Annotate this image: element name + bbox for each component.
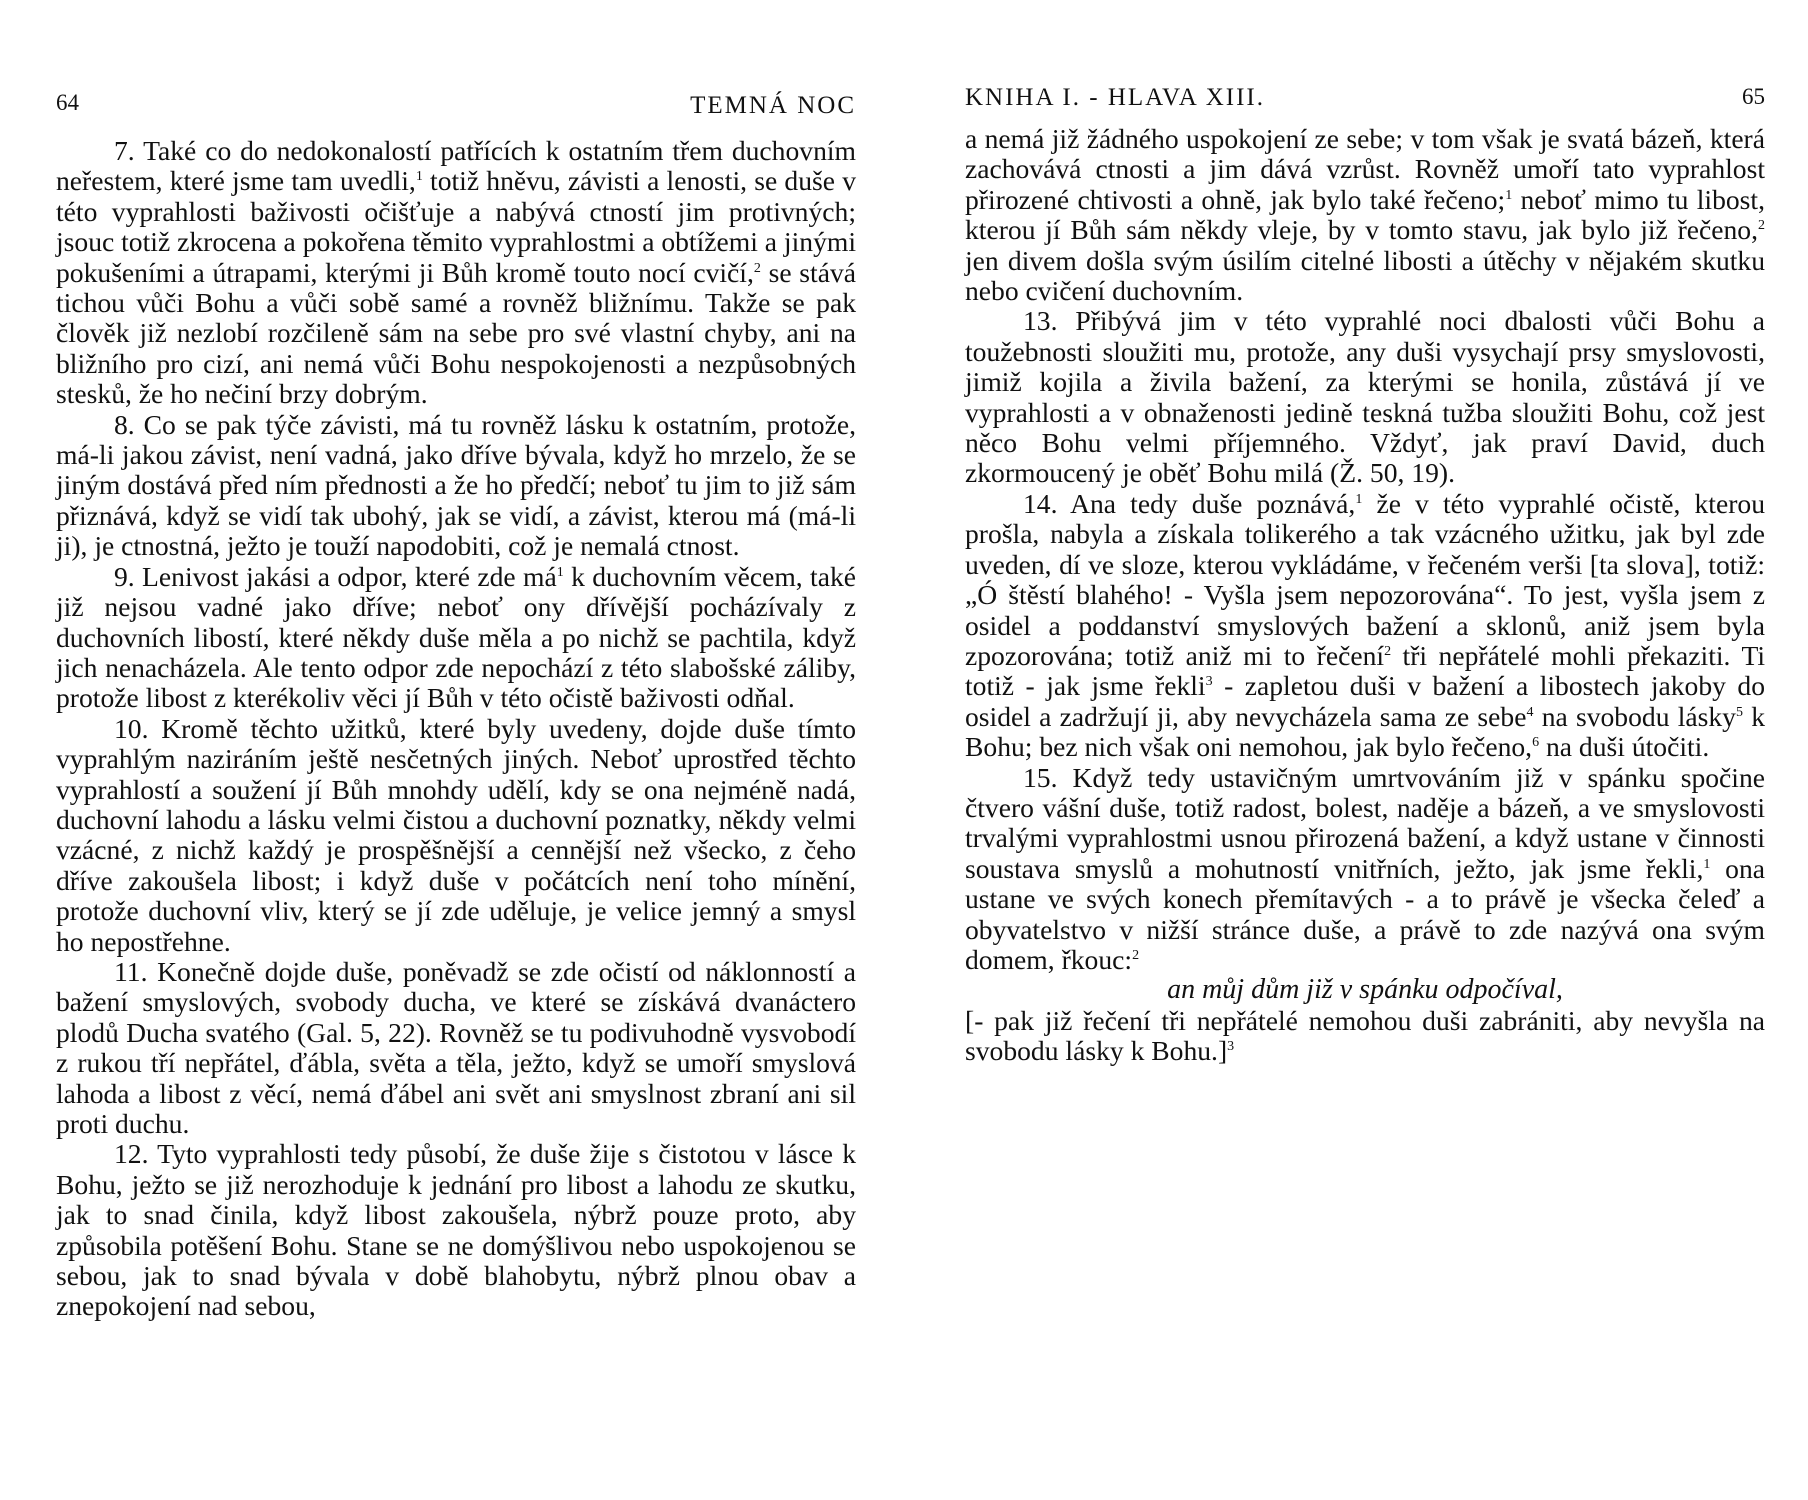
- paragraph-12-continued: a nemá již žádného uspokojení ze sebe; v tom však je svatá bázeň, která zachovává ctnosti a jim dává vzrůst. Rovněž umoří tato vyprahlost přirozené chtivosti a ohně, jak bylo také řečeno;$^1$ neboť mimo tu libost, kterou jí Bůh sám někdy vleje, by v tomto stavu, jak bylo již řečeno,$^2$ jen divem došla svým úsilím citelné libosti a útěchy v nějakém skutku nebo cvičení duchovním.: [965, 123, 1765, 307]
- paragraph-14: 14. Ana tedy duše poznává,$^1$ že v této vyprahlé očistě, kterou prošla, nabyla a získala tolikerého a tak vzácného užitku, jak byl zde uveden, dí ve sloze, kterou vykládáme, v řečeném verši [ta slova], totiž: „Ó štěstí blahého! - Vyšla jsem nepozorována“. To jest, vyšla jsem z osidel a poddanství smyslových bažení a sklonů, aniž jsem byla zpozorována; totiž aniž mi to řečení$^2$ tři nepřátelé mohli překaziti. Ti totiž - jak jsme řekli$^3$ - zapletou duši v bažení a libostech jakoby do osidel a zadržují ji, aby nevycházela sama ze sebe$^4$ na svobodu lásky$^5$ k Bohu; bez nich však oni nemohou, jak bylo řečeno,$^6$ na duši útočiti.: [965, 487, 1766, 763]
- paragraph-11: 11. Konečně dojde duše, poněvadž se zde očistí od náklonností a bažení smyslových, svobody ducha, ve které se získává dvanáctero plodů Ducha svatého (Gal. 5, 22). Rovněž se tu podivuhodně vysvobodí z rukou tří nepřátel, ďábla, světa a těla, ježto, když se umoří smyslová lahoda a libost z věcí, nemá ďábel ani svět ani smyslnost zbraní ani sil proti duchu.: [56, 955, 856, 1139]
- footnote-ref: 6: [1532, 734, 1540, 750]
- page-number-left: 64: [56, 90, 79, 115]
- paragraph-12: 12. Tyto vyprahlosti tedy působí, že duše žije s čistotou v lásce k Bohu, ježto se již nerozhoduje k jednání pro libost a lahodu ze skutku, jak to snad činila, když libost zakoušela, nýbrž pouze proto, aby způsobila potěšení Bohu. Stane se ne domýšlivou nebo uspokojenou se sebou, jak to snad bývala v době blahobytu, nýbrž plnou obav a znepokojení nad sebou,: [56, 1138, 856, 1322]
- paragraph-7: 7. Také co do nedokonalostí patřících k ostatním třem duchovním neřestem, které jsme tam uvedli,$^1$ totiž hněvu, závisti a lenosti, se duše v této vyprahlosti baživosti očišťuje a nabývá ctností jim protivných; jsouc totiž zkrocena a pokořena těmito vyprahlostmi a obtížemi a jinými pokušeními a útrapami, kterými ji Bůh kromě touto nocí cvičí,$^2$ se stává tichou vůči Bohu a vůči sobě samé a rovněž bližnímu. Takže se pak člověk již nezlobí rozčileně sám na sebe pro své vlastní chyby, ani na bližního pro cizí, ani nemá vůči Bohu nespokojenosti a nezpůsobných stesků, že ho nečiní brzy dobrým.: [56, 135, 856, 410]
- right-page: [965, 84, 1766, 1067]
- footnote-ref: 1: [1703, 856, 1711, 872]
- right-running-head: [965, 84, 1765, 124]
- paragraph-8: 8. Co se pak týče závisti, má tu rovněž lásku k ostatním, protože, má-li jakou závist, není vadná, jako dříve bývala, když ho mrzelo, že se jiným dostává před ním přednosti a že ho předčí; neboť tu jim to již sám přiznává, když se vidí tak ubohý, jak se vidí, a závist, kterou má (má-li ji), je ctnostná, ježto je touží napodobiti, což je nemalá ctnost.: [56, 408, 856, 562]
- footnote-ref: 3: [1227, 1039, 1235, 1054]
- footnote-ref: 1: [1505, 187, 1513, 203]
- paragraph-13: 13. Přibývá jim v této vyprahlé noci dbalosti vůči Bohu a toužebnosti sloužiti mu, protože, any duši vysychají prsy smyslovosti, jimiž kojila a živila bažení, za kterými se honila, zůstává jí ve vyprahlosti a v obnaženosti jedině teskná tužba sloužiti Bohu, což jest něco Bohu velmi příjemného. Vždyť, jak praví David, duch zkormoucený je oběť Bohu milá (Ž. 50, 19).: [965, 305, 1765, 489]
- footnote-ref: 3: [1205, 674, 1213, 690]
- page-number-right: 65: [1742, 84, 1765, 109]
- footnote-ref: 2: [1758, 218, 1765, 234]
- paragraph-10: 10. Kromě těchto užitků, které byly uvedeny, dojde duše tímto vyprahlým naziráním ještě nesčetných jiných. Neboť uprostřed těchto vyprahlostí a soužení jí Bůh mnohdy udělí, kdy se ona nejméně nadá, duchovní lahodu a lásku velmi čistou a duchovní poznatky, někdy velmi vzácné, z nichž každý je prospěšnější a cennější než všecko, z čeho dříve zakoušela libost; i když duše v počátcích není toho mínění, protože duchovní vliv, který se jí zde uděluje, je velice jemný a smysl ho nepostřehne.: [56, 712, 856, 957]
- footnote-ref: 1: [415, 169, 423, 185]
- verse-line: an můj dům již v spánku odpočíval,: [1167, 974, 1563, 1006]
- left-body-text: [56, 136, 856, 1322]
- footnote-ref: 2: [1132, 947, 1140, 963]
- footnote-ref: 2: [1384, 643, 1392, 659]
- left-page: [56, 90, 856, 1322]
- paragraph-15: 15. Když tedy ustavičným umrtvováním již v spánku spočine čtvero vášní duše, totiž radost, bolest, naděje a bázeň, a ve smyslovosti trvalými vyprahlostmi usnou přirozená bažení, a když ustane v činnosti soustava smyslů a mohutností vnitřních, ježto, jak jsme řekli,$^1$ ona ustane ve svých konech přemítavých - a to právě je všecka čeleď a obyvatelstvo v nižší stránce duše, a právě to zde nazývá ona svým domem, řkouc:$^2$: [965, 761, 1765, 975]
- paragraph-9: 9. Lenivost jakási a odpor, které zde $má^1$ k duchovním věcem, také již nejsou vadné jako dříve; neboť ony dřívější pocházívaly z duchovních libostí, které někdy duše měla a po nichž se pachtila, když jich nenacházela. Ale tento odpor zde nepochází z této slabošské záliby, protože libost z kterékoliv věci jí Bůh v této očistě baživosti odňal.: [56, 560, 856, 714]
- left-running-head: [56, 90, 856, 124]
- footnote-ref: 5: [1735, 704, 1743, 720]
- footnote-ref: 1: [556, 564, 564, 580]
- bracketed-note: [- pak již řečení tři nepřátelé nemohou duši zabrániti, aby nevyšla na svobodu lásky k Bohu.]$^3$: [965, 1004, 1765, 1067]
- right-body-text: [965, 124, 1765, 1067]
- running-title-right: KNIHA I. - HLAVA XIII.: [965, 84, 1266, 111]
- footnote-ref: 4: [1526, 704, 1534, 720]
- footnote-ref: 2: [753, 260, 761, 276]
- running-title-left: TEMNÁ NOC: [690, 92, 856, 119]
- footnote-ref: 1: [1355, 491, 1363, 507]
